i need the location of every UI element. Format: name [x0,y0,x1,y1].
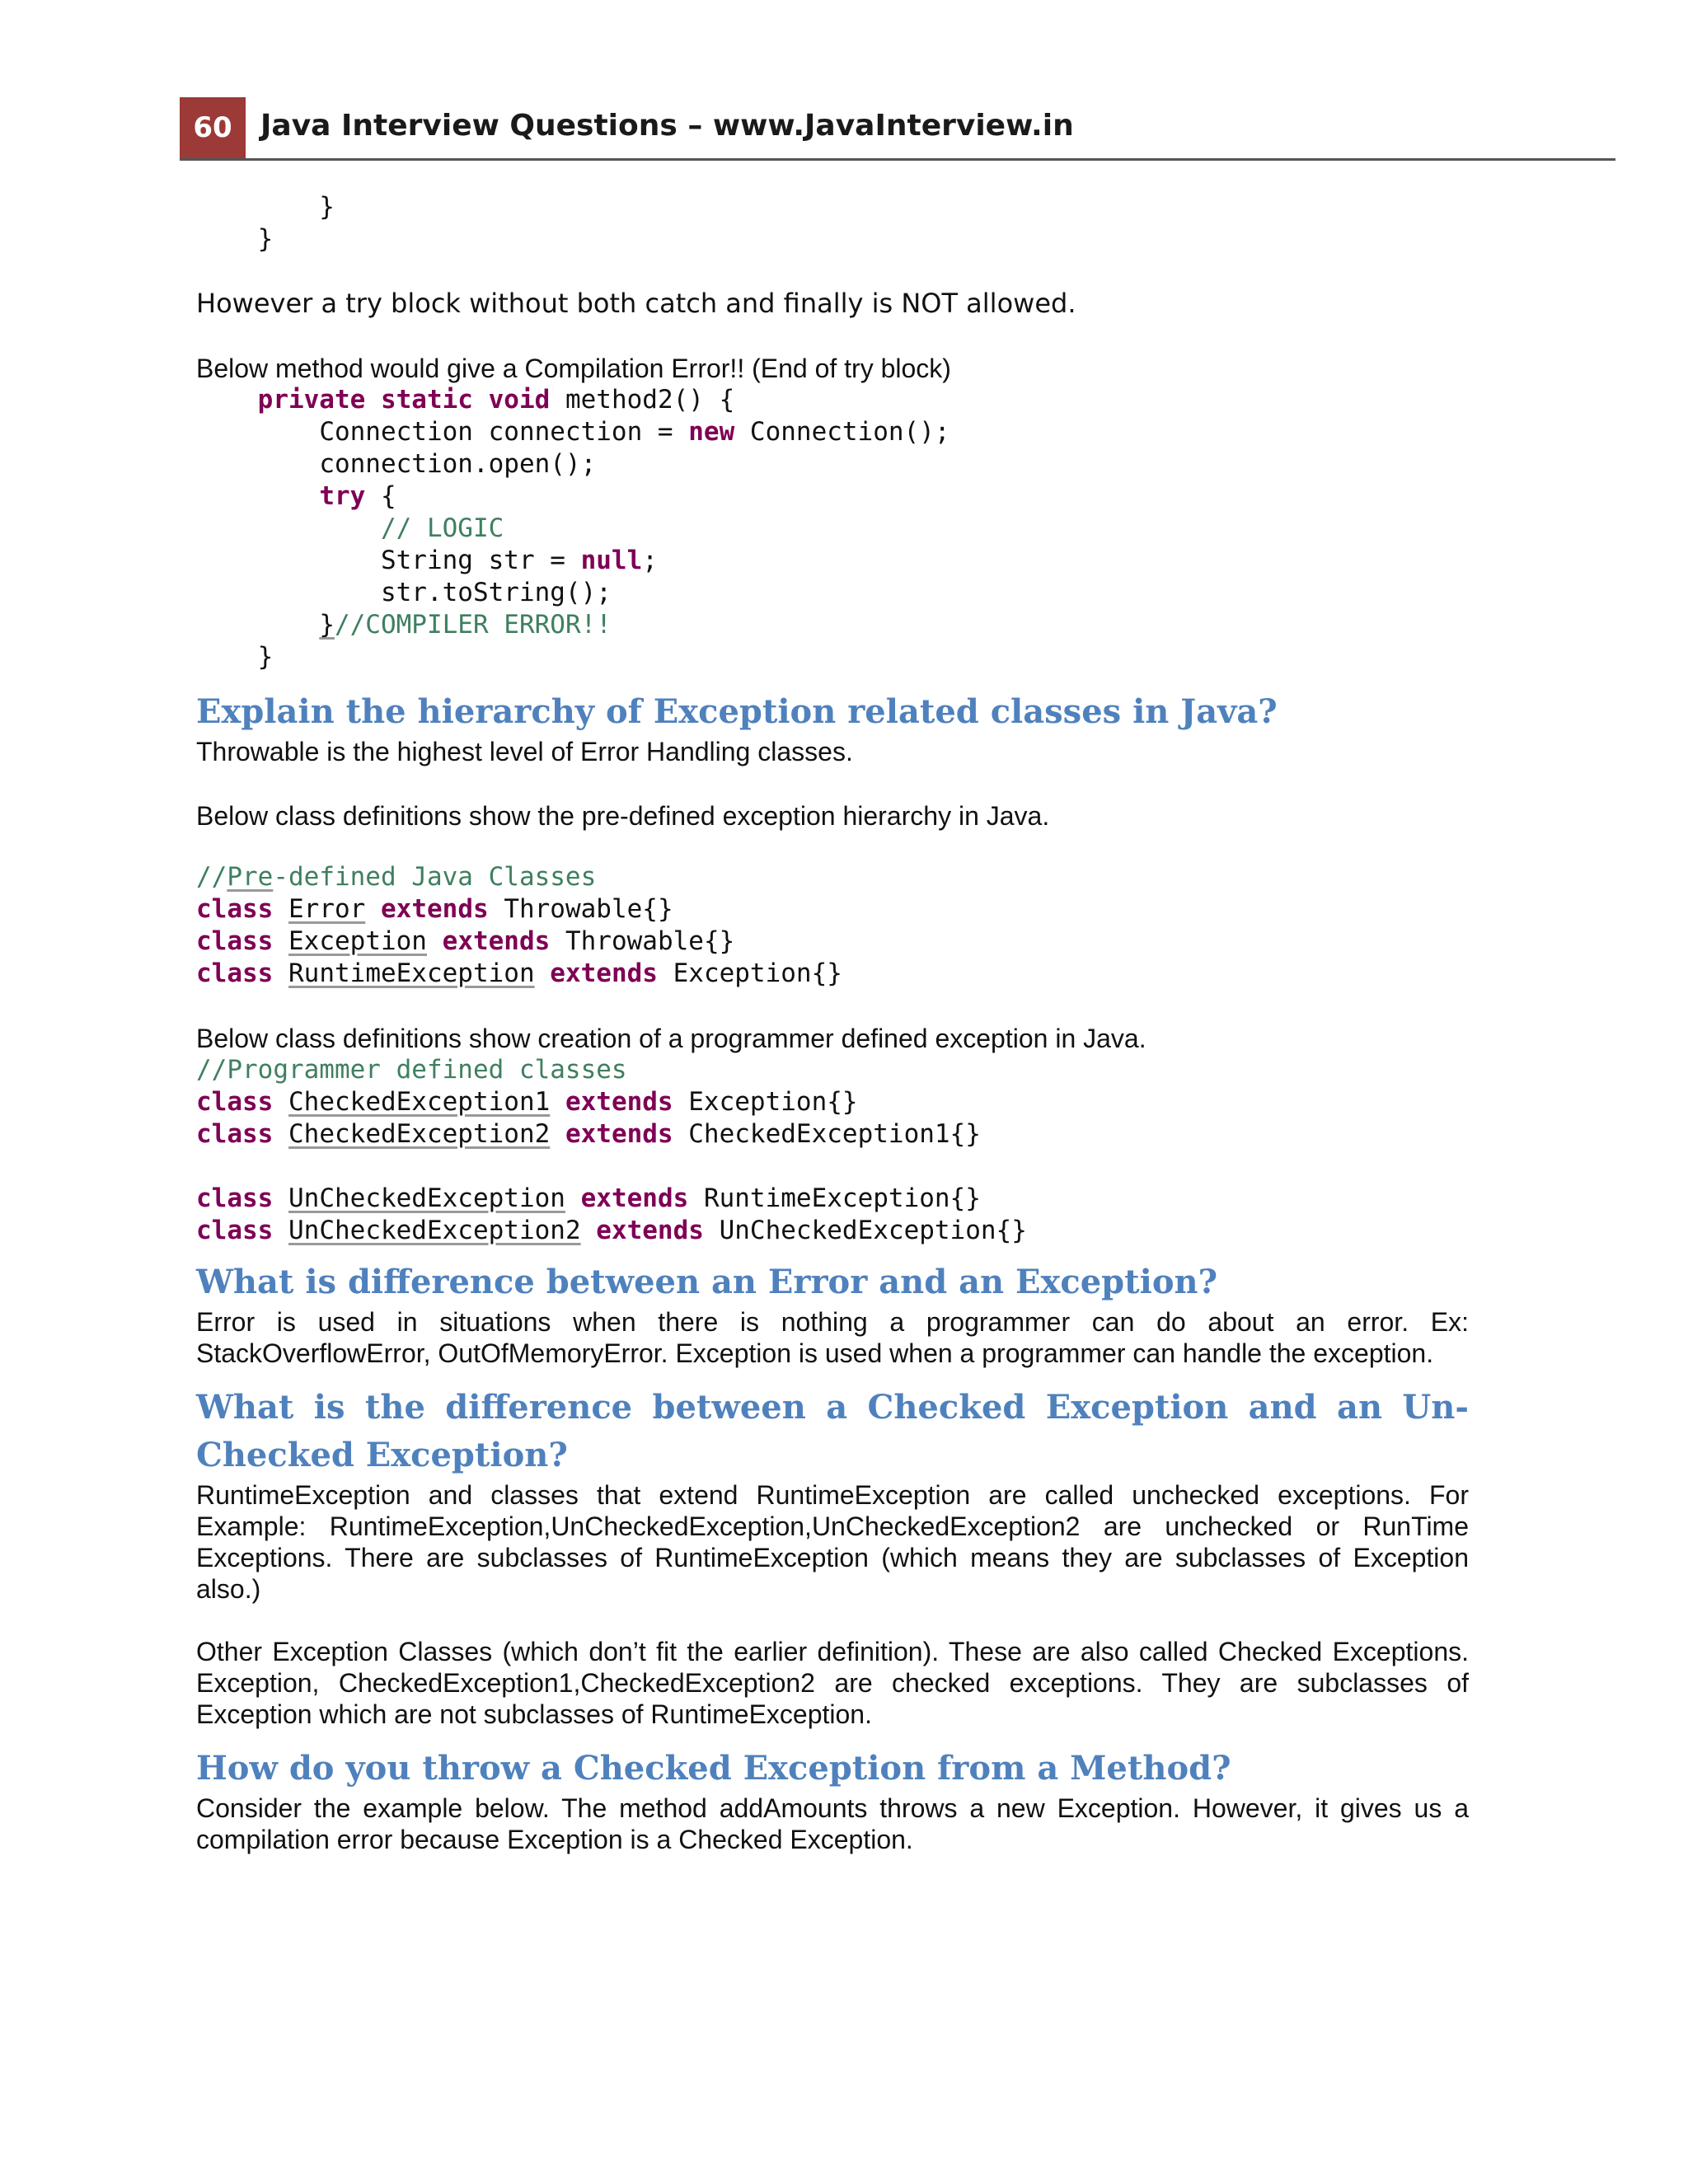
code-block-method2: private static void method2() { Connection connection = new Connection(); connection.open(); try { // LOGIC String str = null; str.toString(); }//COMPILER ERROR!! } [257,385,950,672]
page-header [180,97,1615,160]
page-number: 60 [180,97,246,158]
code-line: } [196,224,274,254]
code-block-closing-braces [196,191,1469,255]
paragraph-throwable: Throwable is the highest level of Error Handling classes. [196,737,853,766]
paragraph-predefined: Below class definitions show the pre-defined exception hierarchy in Java. [196,801,1050,831]
heading-throw-checked: How do you throw a Checked Exception from a Method? [196,1749,1231,1788]
paragraph-compile-error: Below method would give a Compilation Error!! (End of try block) [196,354,951,383]
paragraph-try-note: However a try block without both catch and finally is NOT allowed. [196,288,1076,319]
code-line: } [196,192,335,222]
header-divider [180,158,1615,161]
paragraph-error-exception: Error is used in situations when there is nothing a programmer can do about an error. Ex: StackOverflowError, OutOfMemoryError. Exception is used when a programmer can handle the exception. [196,1307,1469,1368]
paragraph-programmer-defined: Below class definitions show creation of a programmer defined exception in Java. [196,1024,1146,1053]
paragraph-unchecked: RuntimeException and classes that extend RuntimeException are called unchecked exceptions. For Example: RuntimeException,UnCheckedException,UnCheckedException2 are unchecked or RunTime Exceptions. There are subclasses of RuntimeException (which means they are subclasses of Exception also.) [196,1480,1469,1604]
code-block-programmer-classes: //Programmer defined classes class CheckedException1 extends Exception{} class CheckedException2 extends CheckedException1{} class UnCheckedException extends RuntimeException{} class UnCheckedException2 extends UnCheckedException{} [196,1055,1027,1245]
code-block-predefined-classes: //Pre-defined Java Classes class Error extends Throwable{} class Exception extends Throwable{} class RuntimeException extends Exception{} [196,862,842,988]
paragraph-checked: Other Exception Classes (which don’t fit the earlier definition). These are also called Checked Exceptions. Exception, CheckedException1,CheckedException2 are checked exceptions. They are subclasses of Exception which are not subclasses of RuntimeException. [196,1637,1469,1729]
heading-checked-vs-unchecked: What is the difference between a Checked Exception and an Un-Checked Exception? [196,1388,1469,1474]
page-content [196,191,1469,1855]
heading-error-vs-exception: What is difference between an Error and an Exception? [196,1263,1218,1301]
heading-exception-hierarchy: Explain the hierarchy of Exception related classes in Java? [196,692,1278,731]
paragraph-add-amounts: Consider the example below. The method addAmounts throws a new Exception. However, it gives us a compilation error because Exception is a Checked Exception. [196,1793,1469,1854]
header-title: Java Interview Questions – www.JavaInterview.in [260,109,1074,143]
